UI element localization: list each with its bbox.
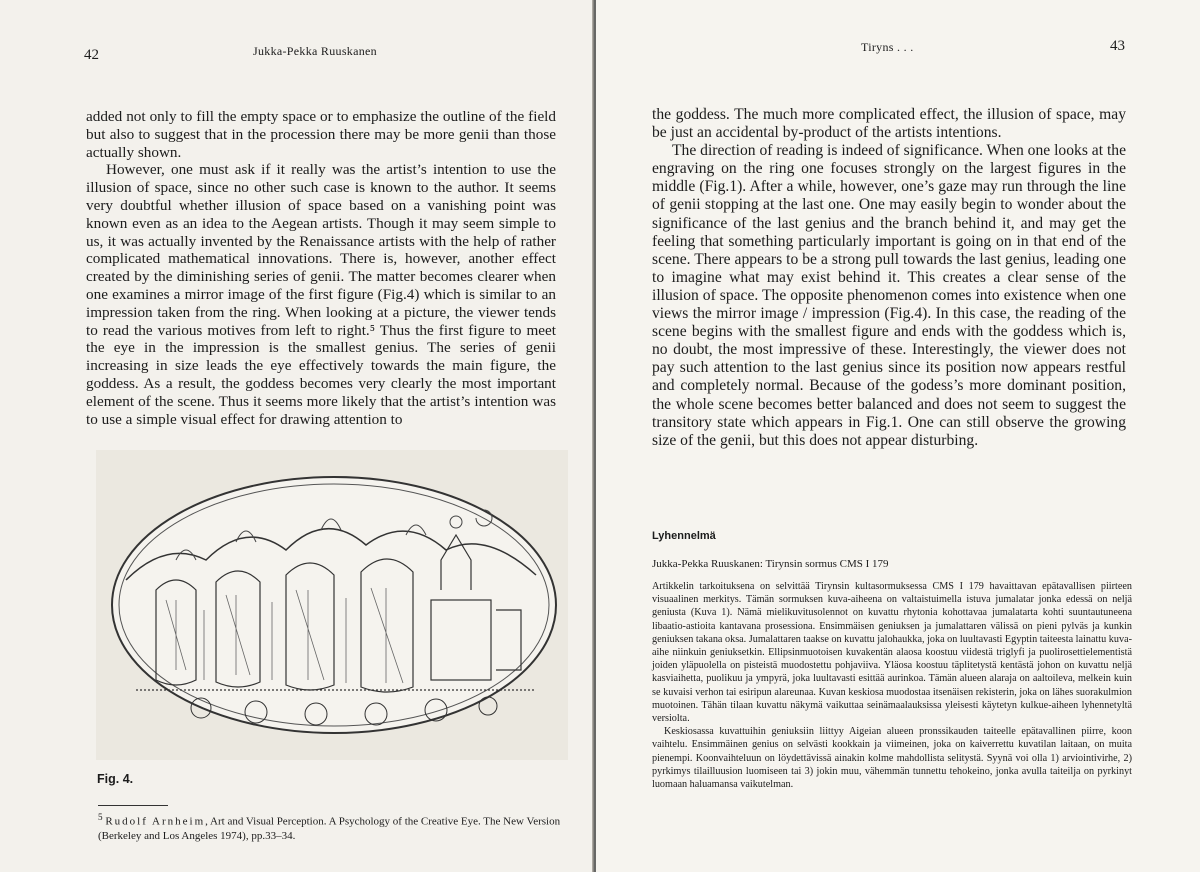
summary-paragraph: Keskiosassa kuvattuihin geniuksiin liittyy Aigeian alueen pronssikauden taiteelle epätavallinen piirre, koon vaihtelu. Ensimmäinen genius on selvästi kookkain ja viimeinen, joka on kaiverrettu kuvatilan laitaan, on muita pienempi. Koonvaihteluun on löydettävissä ainakin kolme mahdollista selitystä. Syynä voi olla 1) arviointivirhe, 2) pyrkimys tilailluusion luomiseen tai 3) jokin muu, vähemmän tunnettu tehokeino, jonka avulla taiteilja on pyrkinyt luomaan haluamansa vaikutelman. — [652, 726, 1132, 791]
summary-text — [652, 580, 1132, 791]
footnote — [98, 810, 574, 843]
left-page — [0, 0, 594, 872]
paragraph: However, one must ask if it really was the artist’s intention to use the illusion of space, since no other such case is known to the author. It seems very doubtful whether illusion of space based on a vanishing point was known even as an idea to the Aegean artists. Though it may seem simple to us, it was actually invented by the Renaissance artists with the help of rather complicated mathematical innovations. There is, however, another effect created by the diminishing series of genii. The matter becomes clearer when one examines a mirror image of the first figure (Fig.4) which is similar to an impression taken from the ring. When looking at a picture, the viewer tends to read the various motives from left to right.⁵ Thus the first figure to meet the eye in the impression is the smallest genius. The series of genii increasing in size leads the eye effectively towards the main figure, the goddess. As a result, the goddess becomes very clearly the most important element of the scene. Thus it seems more likely that the artist’s intention was to use a simple visual effect for drawing attention to — [86, 161, 556, 428]
running-head-left: Jukka-Pekka Ruuskanen — [253, 44, 377, 58]
summary-byline: Jukka-Pekka Ruuskanen: Tirynsin sormus CMS I 179 — [652, 558, 889, 570]
footnote-author: Rudolf Arnheim — [105, 815, 206, 828]
paragraph: The direction of reading is indeed of significance. When one looks at the engraving on the ring one focuses strongly on the largest figures in the middle (Fig.1). After a while, however, one’s gaze may run through the line of genii stopping at the last one. One may easily begin to wonder about the significance of the last genius and the branch behind it, and may get the feeling that something particularly important is going on in that end of the scene. There appears to be a strong pull towards the last genius, leading one to imagine what may exist behind it. This creates a clear sense of the illusion of space. The opposite phenomenon comes into existence when one views the mirror image / impression (Fig.4). In this case, the reading of the scene begins with the smallest figure and ends with the goddess which is, no doubt, the most impressive of these. Interestingly, the viewer does not pay such attention to the last genius since its position now appears restful and completely normal. Because of the godess’s more dominant position, the whole scene becomes better balanced and does not seem to suggest the transitory state which appears in Fig.1. One can still observe the growing size of the genii, but this does not appear disturbing. — [652, 142, 1126, 449]
footnote-text: , Art and Visual Perception. A Psychology of the Creative Eye. The New Version (Berkeley and Los Angeles 1974), pp.33–34. — [98, 815, 561, 842]
figure-caption: Fig. 4. — [97, 772, 134, 786]
summary-heading: Lyhennelmä — [652, 530, 716, 542]
ring-engraving-figure-icon — [96, 450, 568, 760]
page-number-left: 42 — [84, 47, 99, 63]
footnote-rule — [98, 805, 168, 806]
left-body-text — [86, 108, 556, 428]
paragraph: the goddess. The much more complicated effect, the illusion of space, may be just an accidental by-product of the artists intentions. — [652, 106, 1126, 142]
footnote-number: 5 — [98, 812, 103, 822]
running-head-right: Tiryns . . . — [861, 40, 914, 54]
page-number-right: 43 — [1110, 38, 1125, 54]
summary-paragraph: Artikkelin tarkoituksena on selvittää Tirynsin kultasormuksessa CMS I 179 havaittavan epätavallisen piirteen visuaalinen merkitys. Tämän sormuksen kuva-aiheena on valtaistuimella istuva jumalatar jonka edessä on neljä geniusta (Kuva 1). Nämä mielikuvitusolennot on kuvattu rhytonia kohottavaa jumalatarta kohti suuntautuneena libaatio-astioita kantavana prosessiona. Ensimmäisen geniuksen ja jumalattaren välissä on pieni pylväs ja kunkin geniuksen takana oksa. Jumalattaren taakse on kuvattu jalohaukka, joka on luultavasti Egyptin taiteesta lainattu kuva-aihe niinkuin geniuksetkin. Ellipsinmuotoisen kuvakentän alaosa koostuu viidestä triglyfi ja puolirosettielementistä joiden yläpuolella on pisteistä muodostettu pohjaviiva. Yläosa koostuu täplitetystä kentästä johon on kuvattu neljä kasviaihetta, puolikuu ja ympyrä, joka luultavasti esittää aurinkoa. Tämän alueen alaraja on aaltoileva, melkein kuin se kuvaisi verhon tai esiripun alareunaa. Kuvan keskiosa muodostaa itsenäisen rekisterin, joka on lähes suorakulmion muotoinen. Tähän tilaan kuvattu näkymä vaikuttaa seinämaalauksissa yleisesti käytetyn kulkue-aiheen lyhennetyltä versiolta. — [652, 581, 1132, 725]
right-page — [596, 0, 1200, 872]
paragraph: added not only to fill the empty space or to emphasize the outline of the field but also to suggest that in the procession there may be more genii than those actually shown. — [86, 108, 556, 161]
ring-engraving-figure — [96, 450, 568, 760]
right-body-text — [652, 106, 1126, 450]
